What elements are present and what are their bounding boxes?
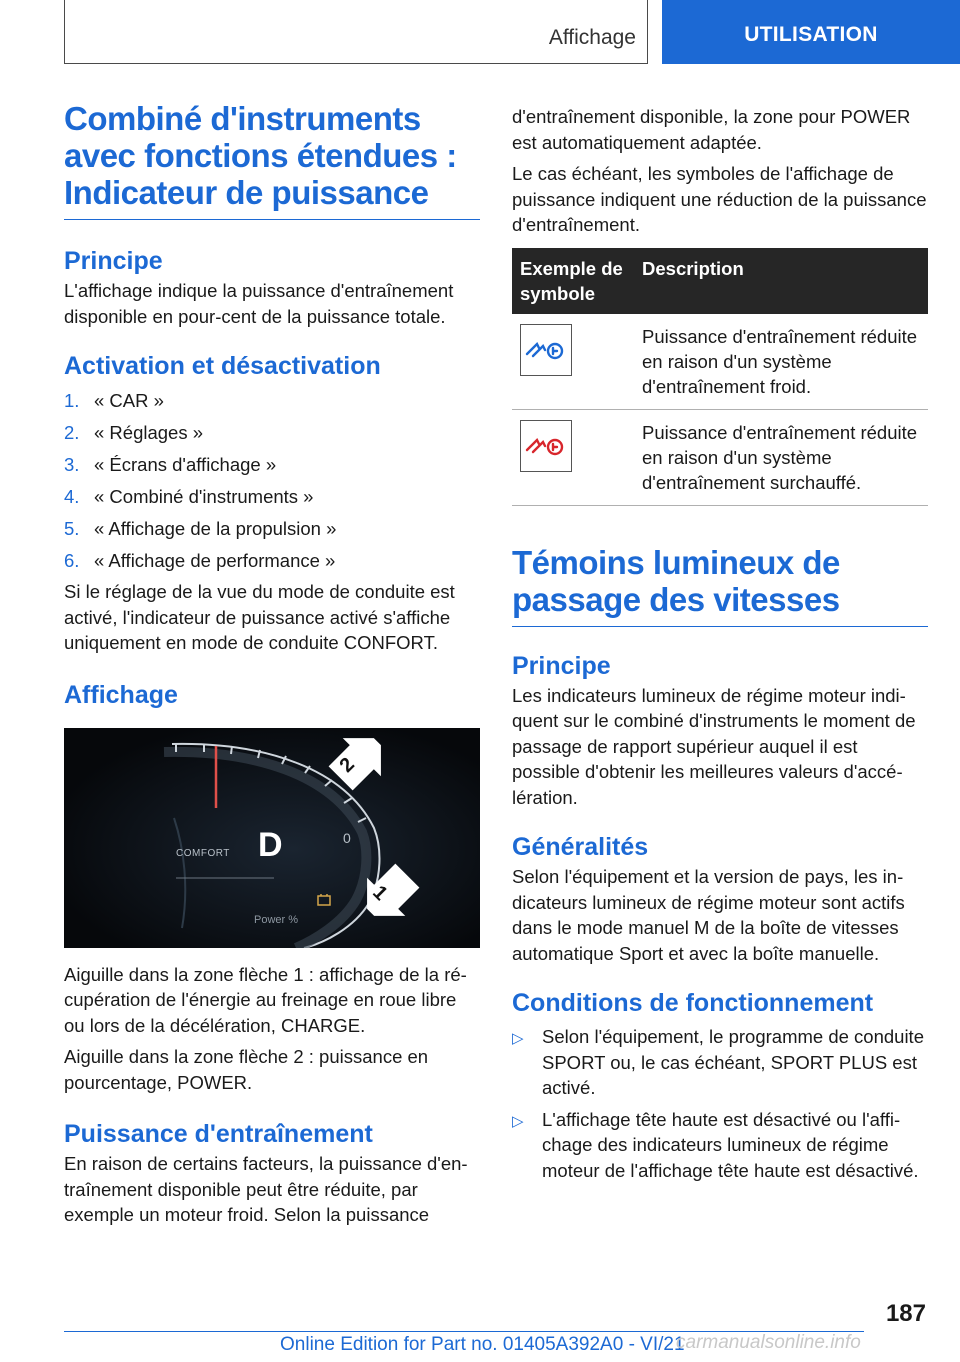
page-number: 187 [885,1300,926,1327]
conditions-heading: Conditions de fonctionnement [512,989,874,1017]
step-label: « Affichage de la propulsion » [94,518,337,539]
arrow1-explanation: Aiguille dans la zone flèche 1 : affichage de la récupération de l'énergie au freinage en roue libre ou lors de la décélération, CHARGE. [64,963,467,1036]
gauge-power-label: Power % [254,913,299,926]
left-column [64,100,480,1228]
activation-note: Si le réglage de la vue du mode de conduite est activé, l'indicateur de puissance activé s'affiche uniquement en mode de conduite CONFORT. [64,581,455,653]
gauge-mode-label: COMFORT [176,847,230,859]
step-label: « CAR » [94,390,164,411]
gauge-zero-label: 0 [343,829,351,846]
principe-heading-right: Principe [512,651,611,680]
arrow2-explanation: Aiguille dans la zone flèche 2 : puissance en pourcentage, POWER. [64,1046,429,1093]
symbols-note: Le cas échéant, les symboles de l'affichage de puissance indiquent une réduction de la puissance d'entraînement. [512,163,927,235]
activation-heading: Activation et désactivation [64,352,381,380]
principe-heading: Principe [64,247,163,275]
symbol-table [512,248,928,506]
step-label: « Réglages » [94,422,204,443]
footer-edition: Online Edition for Part no. 01405A392A0 - VI/21 [280,1334,685,1355]
column-header-symbol: Exemple de symbole [512,248,634,314]
instrument-cluster-figure [64,728,480,948]
activation-steps [64,385,480,577]
gauge-gear-label: D [258,825,283,864]
temoins-title: Témoins lumineux de passage des vitesses [512,544,928,627]
engine-hot-icon [525,432,567,460]
engine-cold-icon [525,336,567,364]
step-item: 4. « Combiné d'instruments » [64,481,480,513]
symbol-box [520,420,572,472]
affichage-heading: Affichage [64,680,178,709]
step-label: « Affichage de performance » [94,550,336,571]
step-item: 3. « Écrans d'affichage » [64,449,480,481]
callout-arrow-2-label: 2 [335,752,359,777]
table-row [512,314,928,410]
bullet-triangle-icon: ▷ [512,1030,524,1047]
list-item: ▷ Selon l'équipement, le programme de conduite SPORT ou, le cas échéant, SPORT PLUS est activé. [512,1024,928,1101]
conditions-list [512,1024,928,1183]
callout-arrow-1-label: 1 [368,880,392,905]
principe-text: L'affichage indique la puissance d'entraînement disponible en pour-cent de la puissance totale. [64,280,454,327]
step-item: 6. « Affichage de performance » [64,545,480,577]
symbol-box [520,324,572,376]
symbol-description: Puissance d'entraînement réduite en raison d'un système d'entraînement froid. [634,314,928,410]
continuation-text: d'entraînement disponible, la zone pour POWER est automatiquement adaptée. [512,106,911,153]
column-header-description: Description [634,248,928,314]
header-section-title: Affichage [548,26,636,49]
right-column [512,104,928,1189]
generalites-heading: Généralités [512,833,649,861]
generalites-text: Selon l'équipement et la version de pays, les indicateurs lumineux de régime moteur sont actifs dans le mode manuel M de la boîte de vitesses automatique Sport et avec la boîte manuelle. [512,866,905,964]
list-item: ▷ L'affichage tête haute est désactivé ou l'affichage des indicateurs lumineux de régime moteur de l'affichage tête haute est désactivé. [512,1107,928,1184]
symbol-description: Puissance d'entraînement réduite en raison d'un système d'entraînement surchauffé. [634,409,928,505]
puissance-text: En raison de certains facteurs, la puissance d'entraînement disponible peut être réduite, par exemple un moteur froid. Selon la puissance [64,1153,468,1225]
step-item: 2. « Réglages » [64,417,480,449]
step-label: « Écrans d'affichage » [94,454,277,475]
table-row [512,409,928,505]
bullet-triangle-icon: ▷ [512,1112,524,1130]
header-chapter-tab: UTILISATION [662,0,960,64]
step-item: 5. « Affichage de la propulsion » [64,513,480,545]
step-item: 1. « CAR » [64,385,480,417]
symbol-table-header [512,248,928,314]
principe-text-right: Les indicateurs lumineux de régime moteur indiquent sur le combiné d'instruments le moment de passage de rapport supérieur auquel il est possible d'obtenir les meilleures valeurs d'accélération. [512,684,916,808]
puissance-heading: Puissance d'entraînement [64,1120,373,1148]
watermark: carmanualsonline.info [676,1332,861,1353]
page-title: Combiné d'instruments avec fonctions étendues : Indicateur de puissance [64,100,480,220]
step-label: « Combiné d'instruments » [94,486,314,507]
